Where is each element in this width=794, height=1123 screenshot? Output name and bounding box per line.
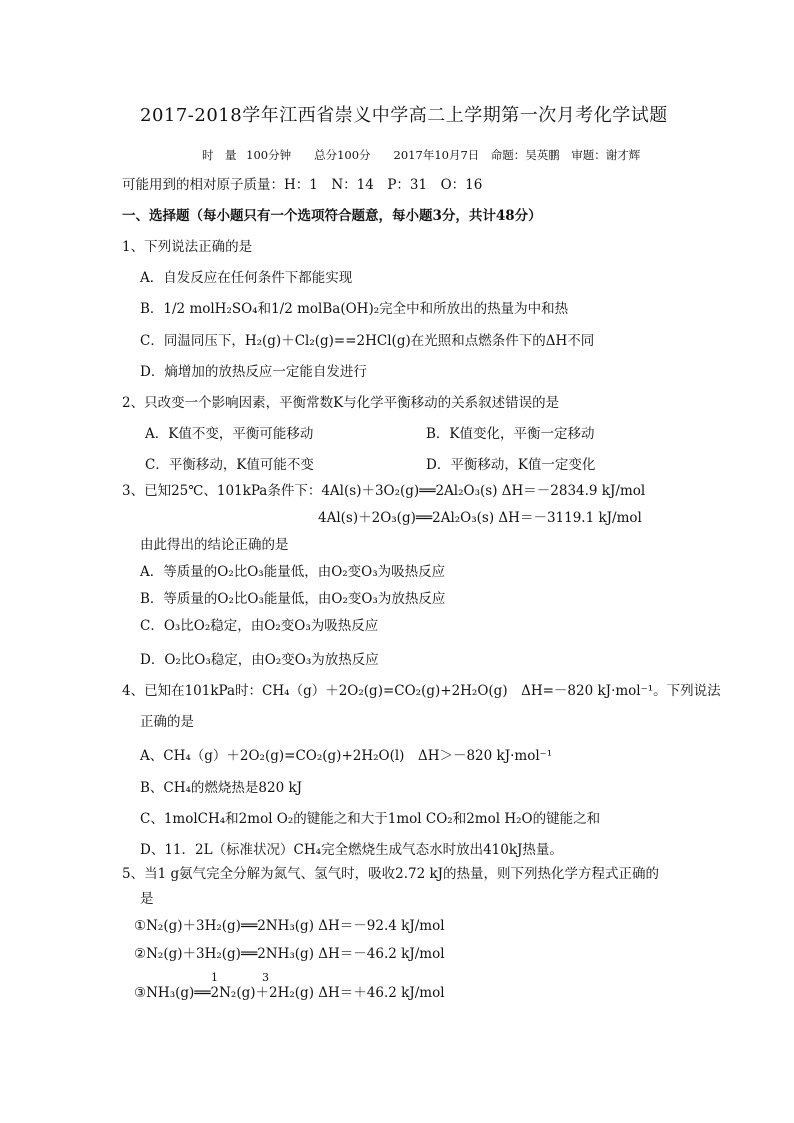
section-heading: 一、选择题（每小题只有一个选项符合题意，每小题3分，共计48分） [122, 208, 542, 224]
q3-equation-2: 4Al(s)＋2O₃(g)══2Al₂O₃(s) ΔH＝－3119.1 kJ/mol [318, 510, 642, 526]
q3-option-a: A．等质量的O₂比O₃能量低，由O₂变O₃为吸热反应 [140, 564, 446, 580]
q2-option-d: D．平衡移动，K值一定变化 [426, 457, 596, 473]
q2-stem: 2、只改变一个影响因素，平衡常数K与化学平衡移动的关系叙述错误的是 [122, 395, 560, 411]
q1-option-a: A．自发反应在任何条件下都能实现 [140, 270, 353, 286]
q4-stem: 4、已知在101kPa时：CH₄（g）＋2O₂(g)=CO₂(g)+2H₂O(g) ΔH=－820 kJ·mol⁻¹。下列说法 [122, 683, 721, 699]
q2-option-c: C．平衡移动，K值可能不变 [145, 457, 314, 473]
q1-stem: 1、下列说法正确的是 [122, 239, 253, 255]
q1-option-c: C．同温同压下，H₂(g)＋Cl₂(g)==2HCl(g)在光照和点燃条件下的ΔH不同 [140, 333, 595, 349]
q3-option-b: B．等质量的O₂比O₃能量低，由O₂变O₃为放热反应 [140, 591, 446, 607]
q1-option-b: B．1/2 molH₂SO₄和1/2 molBa(OH)₂完全中和所放出的热量为中和热 [140, 301, 569, 317]
q5-stem-continued: 是 [140, 891, 154, 907]
q5-fraction-numerator-2: 3 [262, 971, 269, 984]
atomic-masses: 可能用到的相对原子质量：H：1 N：14 P：31 O：16 [122, 177, 483, 193]
q3-option-c: C．O₃比O₂稳定，由O₂变O₃为吸热反应 [140, 618, 379, 634]
q4-option-c: C、1molCH₄和2mol O₂的键能之和大于1mol CO₂和2mol H₂O的键能之和 [140, 811, 601, 827]
q4-option-b: B、CH₄的燃烧热是820 kJ [140, 780, 303, 796]
q5-stem: 5、当1 g氨气完全分解为氮气、氢气时，吸收2.72 kJ的热量，则下列热化学方程式正确的 [122, 866, 660, 882]
q3-stem: 3、已知25℃、101kPa条件下：4Al(s)＋3O₂(g)══2Al₂O₃(s) ΔH＝－2834.9 kJ/mol [122, 483, 646, 499]
q5-equation-1: ①N₂(g)＋3H₂(g)══2NH₃(g) ΔH＝－92.4 kJ/mol [134, 918, 445, 934]
q4-option-d: D、11．2L（标准状况）CH₄完全燃烧生成气态水时放出410kJ热量。 [140, 842, 563, 858]
q3-option-d: D．O₂比O₃稳定，由O₂变O₃为放热反应 [140, 652, 379, 668]
q1-option-d: D．熵增加的放热反应一定能自发进行 [140, 364, 367, 380]
exam-meta: 时 量 100分钟 总分100分 2017年10月7日 命题：吴英鹏 审题：谢才辉 [202, 148, 641, 162]
q3-lead: 由此得出的结论正确的是 [140, 537, 289, 553]
q4-option-a: A、CH₄（g）＋2O₂(g)=CO₂(g)+2H₂O(l) ΔH＞－820 kJ·mol⁻¹ [140, 748, 553, 764]
page-title: 2017-2018学年江西省崇义中学高二上学期第一次月考化学试题 [140, 105, 668, 126]
q2-option-a: A．K值不变，平衡可能移动 [145, 426, 314, 442]
q2-option-b: B．K值变化，平衡一定移动 [426, 426, 595, 442]
q5-equation-3: ③NH₃(g)══2N₂(g)＋2H₂(g) ΔH＝＋46.2 kJ/mol [134, 985, 445, 1001]
q4-stem-continued: 正确的是 [140, 714, 194, 730]
q5-equation-2: ②N₂(g)＋3H₂(g)══2NH₃(g) ΔH＝－46.2 kJ/mol [134, 946, 445, 962]
q5-fraction-numerator-1: 1 [211, 971, 218, 984]
